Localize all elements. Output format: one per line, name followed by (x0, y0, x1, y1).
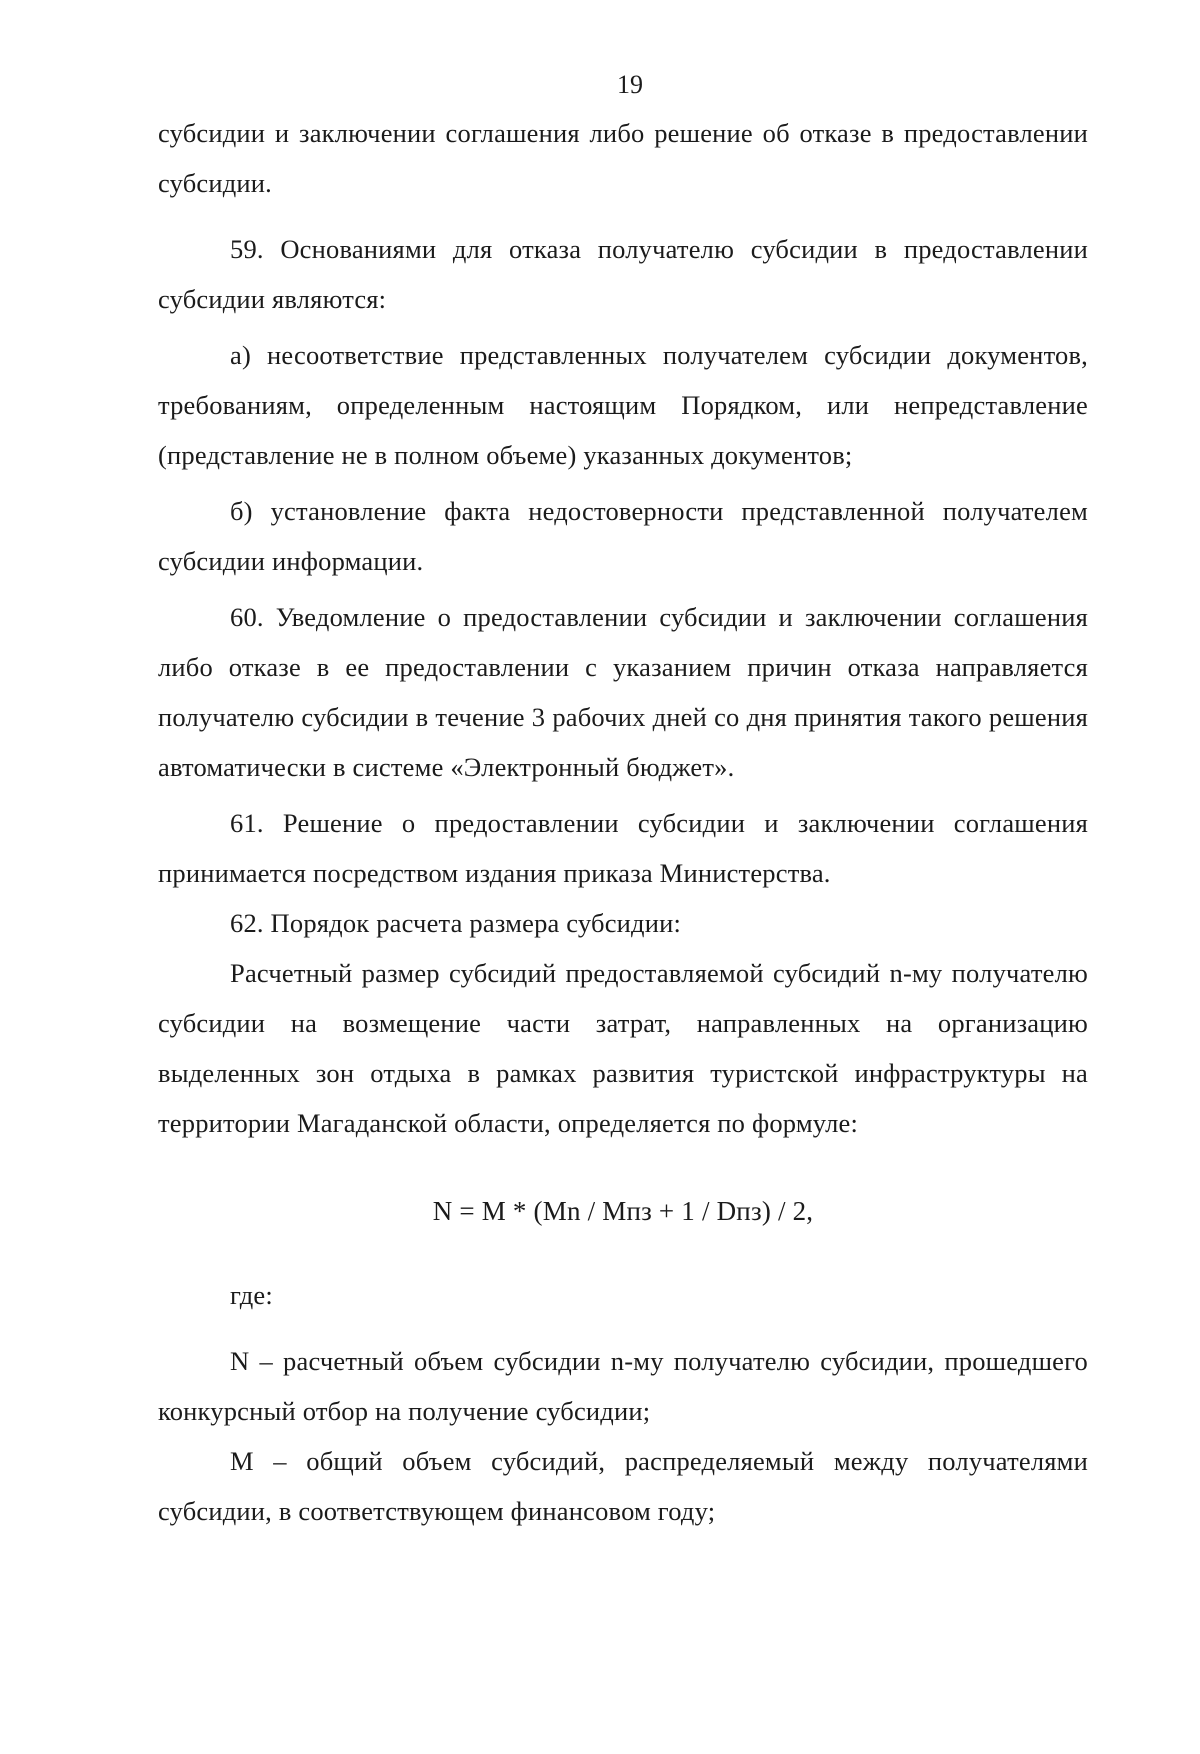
subsidy-formula: N = M * (Mn / Мпз + 1 / Dпз) / 2, (432, 1196, 814, 1226)
paragraph-61: 61. Решение о предоставлении субсидии и заключении соглашения принимается посредством издания приказа Министерства. (158, 808, 1088, 888)
paragraph-59: 59. Основаниями для отказа получателю субсидии в предоставлении субсидии являются: (158, 234, 1088, 314)
paragraph-62: 62. Порядок расчета размера субсидии: (230, 908, 682, 938)
page-number: 19 (617, 70, 643, 99)
definition-n: N – расчетный объем субсидии n-му получателю субсидии, прошедшего конкурсный отбор на получение субсидии; (158, 1346, 1088, 1426)
paragraph-60: 60. Уведомление о предоставлении субсидии и заключении соглашения либо отказе в ее предоставлении с указанием причин отказа направляется получателю субсидии в течение 3 рабочих дней со дня принятия такого решения автоматически в системе «Электронный бюджет». (158, 602, 1088, 782)
paragraph-59-b: б) установление факта недостоверности представленной получателем субсидии информации. (158, 496, 1088, 576)
document-body (158, 108, 1088, 1536)
paragraph-62-text: Расчетный размер субсидий предоставляемой субсидий n-му получателю субсидии на возмещение части затрат, направленных на организацию выделенных зон отдыха в рамках развития туристской инфраструктуры на территории Магаданской области, определяется по формуле: (158, 958, 1088, 1138)
definition-m: M – общий объем субсидий, распределяемый между получателями субсидии, в соответствующем финансовом году; (158, 1446, 1088, 1526)
where-label: где: (230, 1280, 273, 1310)
paragraph-59-a: а) несоответствие представленных получателем субсидии документов, требованиям, определенным настоящим Порядком, или непредставление (представление не в полном объеме) указанных документов; (158, 340, 1088, 470)
paragraph-continuation: субсидии и заключении соглашения либо решение об отказе в предоставлении субсидии. (158, 118, 1088, 198)
